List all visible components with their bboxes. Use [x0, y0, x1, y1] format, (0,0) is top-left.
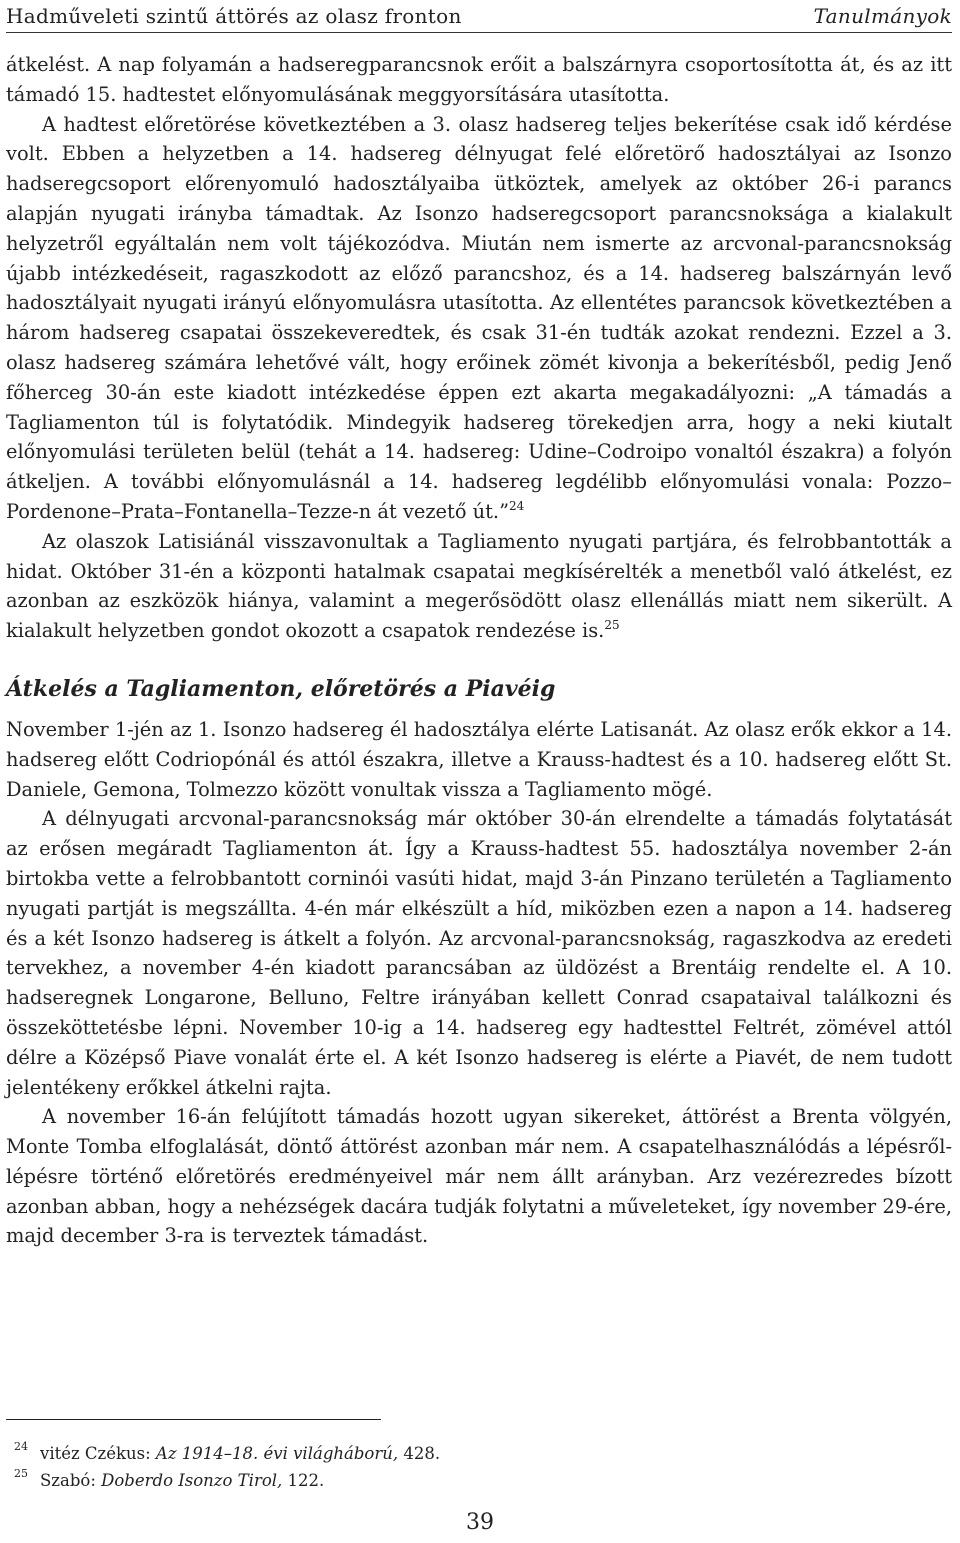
footnote-text: Szabó: Doberdo Isonzo Tirol, 122. [40, 1471, 325, 1490]
footnote-25 [14, 1467, 914, 1494]
paragraph-4: November 1-jén az 1. Isonzo hadsereg él hadosztálya elérte Latisanát. Az olasz erők ekkor a 14. hadsereg előtt Codriopónál és attól északra, illetve a Krauss-hadtest és a 10. hadsereg előtt St. Daniele, Gemona, Tolmezzo között vonultak vissza a Tagliamento mögé. [6, 717, 952, 801]
footnote-number: 25 [14, 1467, 28, 1480]
page-number: 39 [466, 1510, 494, 1535]
article-body [6, 50, 952, 1251]
header-rule [6, 32, 952, 33]
footnote-ref-25[interactable]: 25 [604, 618, 620, 633]
footnote-text: vitéz Czékus: Az 1914–18. évi világháború, 428. [40, 1444, 441, 1463]
paragraph-5: A délnyugati arcvonal-parancsnokság már október 30-án elrendelte a támadás folytatását az erősen megáradt Tagliamenton át. Így a Krauss-hadtest 55. hadosztálya november 2-án birtokba vette a felrobbantott corninói vasúti hidat, majd 3-án Pinzano területén a Tagliamento nyugati partját is megszállta. 4-én már elkészült a híd, miközben ezen a napon a 14. hadsereg és a két Isonzo hadsereg is átkelt a folyón. Az arcvonal-parancsnokság, ragaszkodva az eredeti tervekhez, a november 4-én kiadott parancsában az üldözést a Brentáig rendelte el. A 10. hadseregnek Longarone, Belluno, Feltre irányában kellett Conrad csapataival találkozni és összeköttetésbe lépni. November 10-ig a 14. hadsereg egy hadtesttel Feltrét, zömével attól délre a Középső Piave vonalát érte el. A két Isonzo hadsereg is elérte a Piavét, de nem tudott jelentékeny erőkkel átkelni rajta. [6, 807, 952, 1099]
footnote-rule [6, 1419, 381, 1420]
footnote-ref-24[interactable]: 24 [509, 498, 525, 513]
paragraph-6: A november 16-án felújított támadás hozott ugyan sikereket, áttörést a Brenta völgyén, Monte Tomba elfoglalását, döntő áttörést azonban már nem. A csapatelhasználódás a lépésről-lépésre történő előretörés eredményeivel már nem állt arányban. Arz vezérezredes bízott azonban abban, hogy a nehézségek dacára tudják folytatni a műveleteket, így november 29-ére, majd december 3-ra is terveztek támadást. [6, 1105, 952, 1248]
paragraph-3: Az olaszok Latisiánál visszavonultak a Tagliamento nyugati partjára, és felrobbantották a hidat. Október 31-én a központi hatalmak csapatai megkísérelték a menetből való átkelést, ez azonban az eszközök hiánya, valamint a megerősödött olasz ellenállás miatt nem sikerült. A kialakult helyzetben gondot okozott a csapatok rendezése is.$^{25}$ [6, 529, 952, 643]
running-header-title: Hadműveleti szintű áttörés az olasz fronton [6, 4, 462, 28]
section-heading: Átkelés a Tagliamenton, előretörés a Piavéig [6, 675, 556, 702]
paragraph-2: A hadtest előretörése következtében a 3. olasz hadsereg teljes bekerítése csak idő kérdése volt. Ebben a helyzetben a 14. hadsereg délnyugat felé előretörő hadosztályai az Isonzo hadseregcsoport előrenyomuló hadosztályaiba ütköztek, amelyek az október 26-i parancs alapján nyugati irányba támadtak. Az Isonzo hadseregcsoport parancsnoksága a kialakult helyzetről egyáltalán nem volt tájékozódva. Miután nem ismerte az arcvonal-parancsnokság újabb intézkedéseit, ragaszkodott az előző parancshoz, és a 14. hadsereg balszárnyán levő hadosztályait nyugati irányú előnyomulásra utasította. Az ellentétes parancsok következtében a három hadsereg csapatai összekeveredtek, és csak 31-én tudták azokat rendezni. Ezzel a 3. olasz hadsereg számára lehetővé vált, hogy erőinek zömét kivonja a bekerítésből, pedig Jenő főherceg 30-án este kiadott intézkedése éppen ezt akarta megakadályozni: „A támadás a Tagliamenton túl is folytatódik. Mindegyik hadsereg törekedjen arra, hogy a neki kiutalt előnyomulási területen belül (tehát a 14. hadsereg: Udine–Codroipo vonaltól északra) a folyón átkeljen. A további előnyomulásnál a 14. hadsereg legdélibb előnyomulási vonala: Pozzo–Pordenone–Prata–Fontanella–Tezze-n át vezető út.”$^{24}$ [6, 112, 952, 523]
running-header [6, 0, 952, 32]
paragraph-1: átkelést. A nap folyamán a hadseregparancsnok erőit a balszárnyra csoportosította át, és az itt támadó 15. hadtestet előnyomulásának meggyorsítására utasította. [6, 53, 952, 106]
footnotes [14, 1440, 914, 1494]
running-header-section: Tanulmányok [813, 4, 952, 28]
footnote-24 [14, 1440, 914, 1467]
footnote-number: 24 [14, 1440, 28, 1453]
